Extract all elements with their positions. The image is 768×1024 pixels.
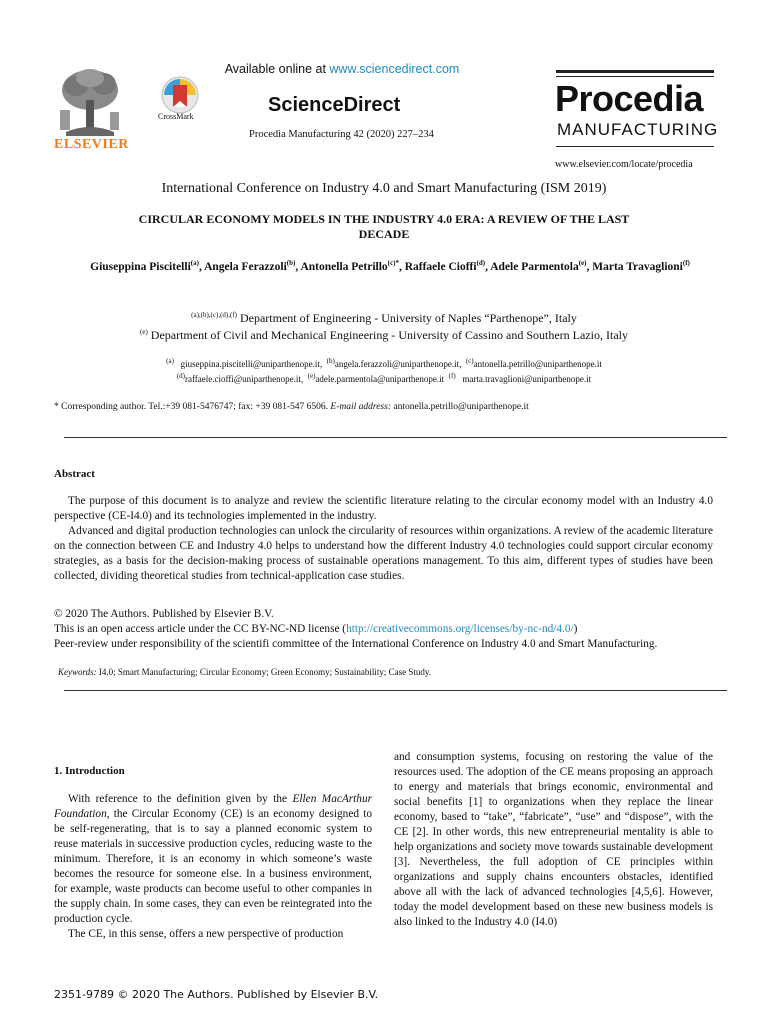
paper-title [110, 212, 658, 242]
abstract-heading: Abstract [54, 468, 95, 480]
crossmark-label: CrossMark [158, 112, 194, 121]
author-sup: (b) [286, 259, 296, 267]
author-name: Antonella Petrillo [300, 260, 388, 273]
author-sup: (c)* [387, 259, 399, 267]
elsevier-wordmark: ELSEVIER [54, 137, 129, 152]
intro-italic: Ellen MacArthur Foundation [54, 793, 372, 820]
intro-paragraph: The CE, in this sense, offers a new perspective of production [68, 928, 344, 940]
footer-issn: 2351-9789 © 2020 The Authors. Published by Elsevier B.V. [54, 988, 379, 1001]
author-list: Giuseppina Piscitelli$^{(a)}$, Angela Ferazzoli$^{(b)}$, Antonella Petrillo$^{(c)*}$, Raffaele Cioffi$^{(d)}$, Adele Parmentola$^{(e)}$, Marta Travaglioni$^{(f)}$ [90, 259, 690, 273]
author-sup: (f) [682, 259, 690, 267]
conference-name: International Conference on Industry 4.0 and Smart Manufacturing (ISM 2019) [161, 181, 607, 196]
email-sup: (a) [166, 357, 174, 365]
introduction-left-column [54, 792, 372, 942]
author-name: Angela Ferazzoli [204, 260, 287, 273]
procedia-logo-title: Procedia [555, 78, 704, 119]
license-prefix: This is an open access article under the CC BY-NC-ND license ( [54, 623, 347, 635]
license-suffix: ) [573, 623, 578, 635]
email-link[interactable]: raffaele.cioffi@uniparthenope.it, [184, 374, 304, 384]
affiliation [0, 328, 768, 343]
author-sup: (a) [190, 259, 199, 267]
copyright-line: © 2020 The Authors. Published by Elsevier B.V. [54, 608, 274, 620]
copyright-block [54, 607, 657, 652]
affiliation-text: Department of Engineering - University of Naples “Parthenope”, Italy [239, 311, 577, 325]
available-online-label: Available online at [224, 62, 326, 76]
corresponding-author [54, 402, 529, 412]
intro-text: With reference to the definition given by the [68, 793, 293, 805]
author-name: Giuseppina Piscitelli [90, 260, 191, 273]
corresponding-prefix: * Corresponding author. Tel.:+39 081-5476747; fax: +39 081-547 6506. [54, 402, 329, 412]
affiliation-sup: (e) [140, 328, 148, 336]
available-online [0, 62, 684, 76]
author-name: Adele Parmentola [490, 260, 579, 273]
author-name: Marta Travaglioni [592, 260, 683, 273]
affiliation-text: Department of Civil and Mechanical Engineering - University of Cassino and Southern Lazio, Italy [150, 328, 628, 342]
affiliation [0, 311, 768, 326]
author-emails [0, 372, 768, 384]
keywords-text: I4.0; Smart Manufacturing; Circular Economy; Green Economy; Sustainability; Case Study. [98, 667, 432, 677]
email-label: E-mail address: [330, 402, 391, 412]
paper-title-line-2: DECADE [358, 227, 410, 241]
sciencedirect-link[interactable]: www.sciencedirect.com [329, 62, 460, 76]
abstract-paragraph: Advanced and digital production technologies can unlock the circularity of resources within organizations. A review of the academic literature on the connection between CE and Industry 4.0 helps to understand how the different Industry 4.0 technologies could support circular economy strategies, as a basis for the decision-making process of sustainable operations management. To this aim, different types of studies have been collected, dividing theoretical studies from technical-application case studies. [54, 525, 713, 582]
intro-paragraph: and consumption systems, focusing on restoring the value of the resources used. The adoption of the CE means proposing an approach to energy and materials that brings economic, environmental and social benefits [1] to organizations when they replace the linear economy, based to “take”, “fabricate”, “use” and “dispose”, with the CE [2]. In other words, this new entrepreneurial mentality is able to help organizations and society move towards sustainable development [3]. Nevertheless, the full adoption of CE principles within organizations and supply chains encounters obstacles, identified above all with the lack of advanced technologies [4,5,6]. However, today the model development based on these new business models is also linked to the Industry 4.0 (I4.0) [394, 751, 713, 928]
license-link[interactable]: http://creativecommons.org/licenses/by-nc-nd/4.0/ [346, 623, 574, 635]
abstract-paragraph: The purpose of this document is to analyze and review the scientific literature relating to the circular economy model with an Industry 4.0 perspective (CE-I4.0) and its technologies implemented in the industry. [54, 495, 713, 522]
email-link[interactable]: giuseppina.piscitelli@uniparthenope.it, [180, 359, 323, 369]
keywords-label: Keywords: [58, 667, 97, 677]
author-sup: (e) [578, 259, 587, 267]
keywords [58, 667, 431, 677]
sciencedirect-title: ScienceDirect [268, 94, 401, 116]
section-divider [64, 690, 727, 691]
intro-paragraph [54, 792, 372, 927]
email-sup: (b) [326, 357, 335, 365]
procedia-rule-bottom [556, 146, 714, 147]
section-divider [64, 437, 727, 438]
procedia-rule-mid [556, 76, 714, 77]
procedia-rule-top [556, 70, 714, 73]
email-link[interactable]: antonella.petrillo@uniparthenope.it [473, 359, 602, 369]
affiliation-sup: (a),(b),(c),(d),(f) [191, 311, 237, 319]
email-sup: (d) [176, 372, 185, 380]
email-link[interactable]: marta.travaglioni@uniparthenope.it [462, 374, 592, 384]
paper-title-line-1: CIRCULAR ECONOMY MODELS IN THE INDUSTRY 4.0 ERA: A REVIEW OF THE LAST [138, 212, 630, 226]
introduction-heading: 1. Introduction [54, 765, 125, 777]
email-link[interactable]: adele.parmentola@uniparthenope.it [315, 374, 445, 384]
corresponding-email[interactable]: antonella.petrillo@uniparthenope.it [393, 402, 529, 412]
author-emails [0, 357, 768, 369]
procedia-logo-subtitle: MANUFACTURING [557, 120, 719, 139]
email-sup: (e) [307, 372, 316, 380]
journal-reference: Procedia Manufacturing 42 (2020) 227–234 [249, 129, 434, 140]
abstract-body [54, 494, 713, 584]
procedia-url[interactable]: www.elsevier.com/locate/procedia [555, 159, 693, 170]
license-line [54, 622, 657, 637]
author-name: Raffaele Cioffi [404, 260, 477, 273]
peer-review-line: Peer-review under responsibility of the scientifi committee of the International Conference on Industry 4.0 and Smart Manufacturing. [54, 638, 658, 650]
email-link[interactable]: angela.ferazzoli@uniparthenope.it, [334, 359, 462, 369]
intro-text: , the Circular Economy (CE) is an economy designed to be self-regenerating, that is to say a planned economic system to reuse materials in successive production cycles, reducing waste to the minimum. Therefore, it is an economy in which someone’s waste becomes the resource for someone else. In a business environment, for example, waste products can become useful to other companies in the supply chain. In some cases, they can even be reintegrated into the production cycle. [54, 808, 372, 925]
author-sup: (d) [476, 259, 486, 267]
email-sup: (f) [448, 372, 456, 380]
email-sup: (c) [465, 357, 474, 365]
introduction-right-column [394, 750, 713, 930]
